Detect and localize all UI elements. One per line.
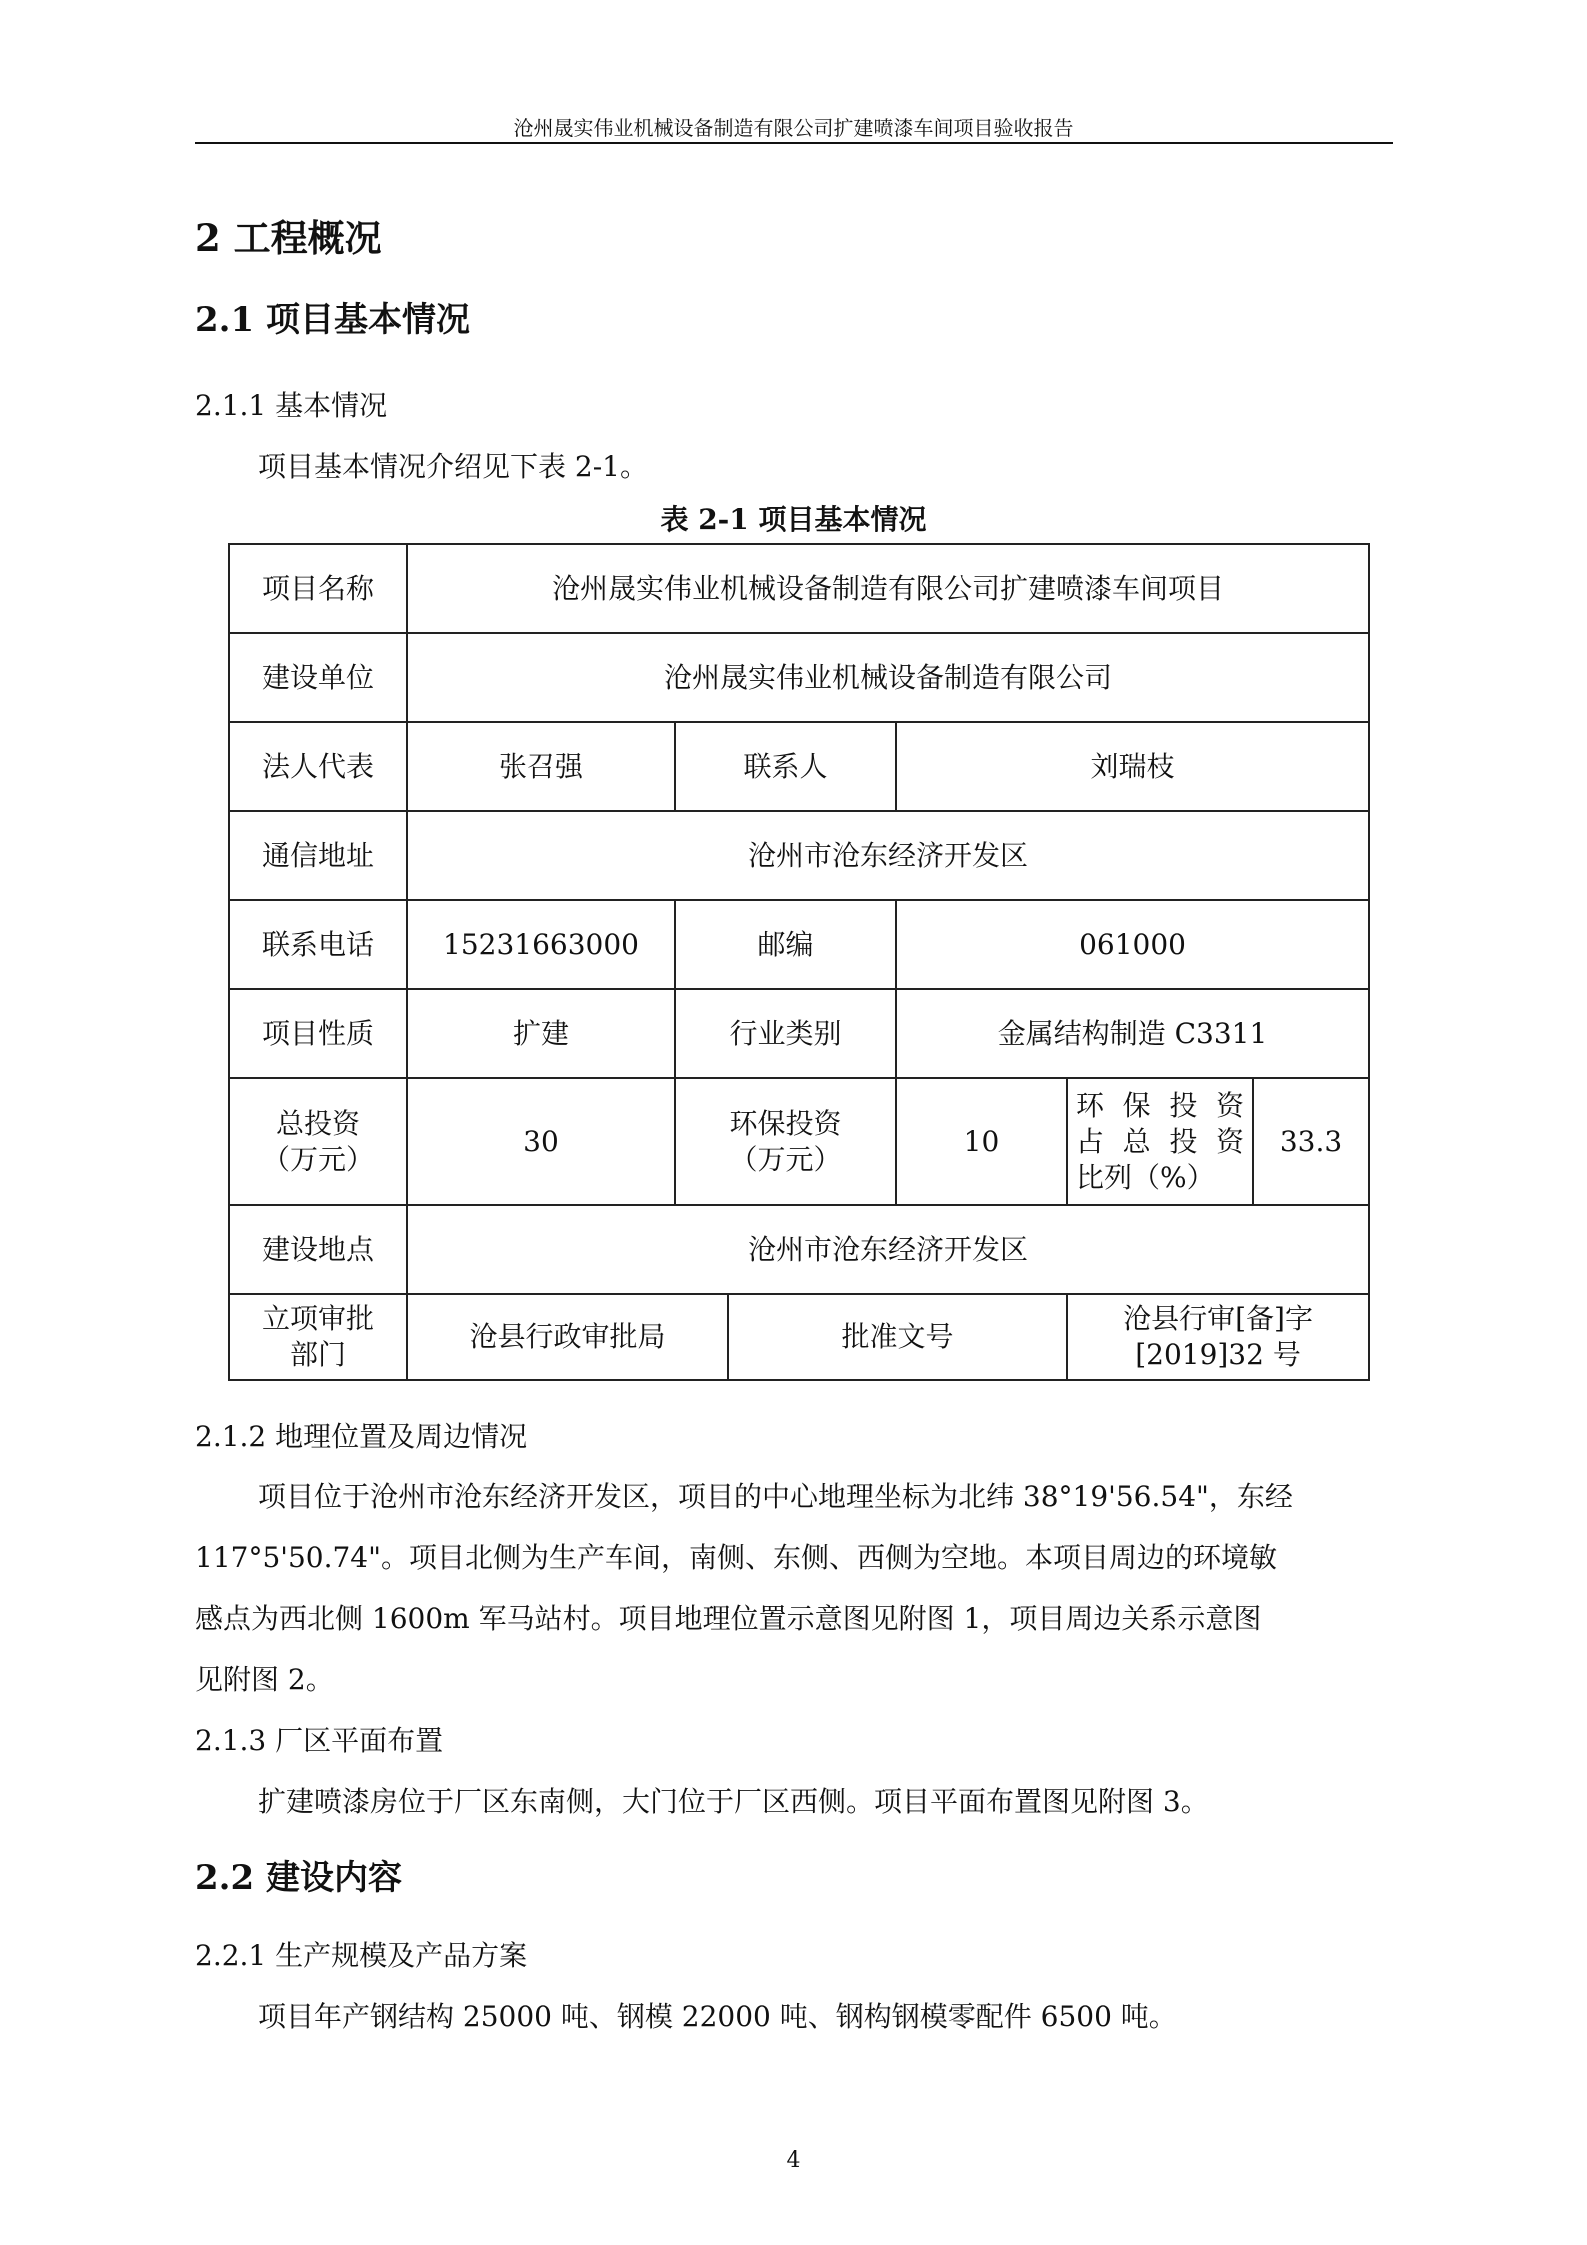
table-cell-label: 联系电话 bbox=[229, 900, 407, 989]
table-cell-value: 30 bbox=[407, 1078, 675, 1205]
table-row bbox=[229, 544, 1369, 633]
table-cell-value: 沧县行政审批局 bbox=[407, 1294, 728, 1380]
approval-doc-line2: [2019]32 号 bbox=[1135, 1338, 1301, 1371]
location-paragraph-line3: 感点为西北侧 1600m 军马站村。项目地理位置示意图见附图 1，项目周边关系示意图 bbox=[195, 1602, 1262, 1635]
location-paragraph-line1: 项目位于沧州市沧东经济开发区，项目的中心地理坐标为北纬 38°19'56.54"，东经 bbox=[258, 1480, 1293, 1513]
table-row bbox=[229, 811, 1369, 900]
env-invest-label-line1: 环保投资 bbox=[729, 1106, 842, 1140]
approval-dept-label-line1: 立项审批 bbox=[261, 1302, 374, 1335]
table-row bbox=[229, 722, 1369, 811]
page-header-title: 沧州晟实伟业机械设备制造有限公司扩建喷漆车间项目验收报告 bbox=[513, 116, 1074, 140]
section-2-1-heading: 2.1 项目基本情况 bbox=[195, 300, 470, 340]
table-row bbox=[229, 900, 1369, 989]
table-cell-value: 10 bbox=[896, 1078, 1067, 1205]
ratio-label-line2: 占总投资 bbox=[1076, 1124, 1244, 1158]
total-invest-label-line2: （万元） bbox=[261, 1142, 374, 1176]
section-2-2-1-heading: 2.2.1 生产规模及产品方案 bbox=[195, 1939, 528, 1972]
table-row bbox=[229, 633, 1369, 722]
table-caption: 表 2-1 项目基本情况 bbox=[660, 503, 927, 536]
header-divider bbox=[195, 142, 1393, 144]
location-paragraph-line4: 见附图 2。 bbox=[195, 1663, 334, 1696]
table-cell-label: 法人代表 bbox=[229, 722, 407, 811]
approval-doc-line1: 沧县行审[备]字 bbox=[1123, 1302, 1313, 1335]
table-cell-value: 33.3 bbox=[1253, 1078, 1369, 1205]
section-2-1-1-heading: 2.1.1 基本情况 bbox=[195, 389, 388, 422]
table-cell-value: 扩建 bbox=[407, 989, 675, 1078]
section-2-1-3-heading: 2.1.3 厂区平面布置 bbox=[195, 1724, 444, 1757]
project-info-table bbox=[228, 543, 1370, 1381]
total-invest-label-line1: 总投资 bbox=[275, 1106, 360, 1140]
table-cell-label: 项目名称 bbox=[229, 544, 407, 633]
table-cell-value: 张召强 bbox=[407, 722, 675, 811]
table-cell-label: 建设地点 bbox=[229, 1205, 407, 1294]
table-row bbox=[229, 1078, 1369, 1205]
approval-dept-label-line2: 部门 bbox=[289, 1338, 346, 1371]
table-row bbox=[229, 1205, 1369, 1294]
table-cell-value: 061000 bbox=[896, 900, 1369, 989]
table-cell-value: 沧州市沧东经济开发区 bbox=[407, 811, 1369, 900]
ratio-label-line1: 环保投资 bbox=[1076, 1088, 1244, 1122]
table-cell-value: 金属结构制造 C3311 bbox=[896, 989, 1369, 1078]
table-cell-label: 邮编 bbox=[675, 900, 896, 989]
table-row bbox=[229, 989, 1369, 1078]
table-cell-label: 行业类别 bbox=[675, 989, 896, 1078]
table-cell-label bbox=[675, 1078, 896, 1205]
ratio-label-line3: 比列（%） bbox=[1076, 1160, 1215, 1194]
table-cell-label: 批准文号 bbox=[728, 1294, 1067, 1380]
table-cell-value: 沧州市沧东经济开发区 bbox=[407, 1205, 1369, 1294]
page-number: 4 bbox=[786, 2148, 801, 2173]
table-cell-value: 沧州晟实伟业机械设备制造有限公司 bbox=[407, 633, 1369, 722]
table-cell-label bbox=[229, 1078, 407, 1205]
table-cell-label: 通信地址 bbox=[229, 811, 407, 900]
table-row bbox=[229, 1294, 1369, 1380]
table-cell-label: 建设单位 bbox=[229, 633, 407, 722]
table-cell-label: 项目性质 bbox=[229, 989, 407, 1078]
table-intro-text: 项目基本情况介绍见下表 2-1。 bbox=[258, 450, 648, 483]
location-paragraph-line2: 117°5'50.74"。项目北侧为生产车间，南侧、东侧、西侧为空地。本项目周边的环境敏 bbox=[195, 1541, 1277, 1574]
table-cell-value bbox=[1067, 1294, 1369, 1380]
layout-paragraph: 扩建喷漆房位于厂区东南侧，大门位于厂区西侧。项目平面布置图见附图 3。 bbox=[258, 1785, 1209, 1818]
env-invest-label-line2: （万元） bbox=[729, 1142, 842, 1176]
section-2-heading: 2 工程概况 bbox=[195, 216, 382, 260]
table-cell-label: 联系人 bbox=[675, 722, 896, 811]
table-cell-label bbox=[1067, 1078, 1253, 1205]
table-cell-value: 15231663000 bbox=[407, 900, 675, 989]
production-paragraph: 项目年产钢结构 25000 吨、钢模 22000 吨、钢构钢模零配件 6500 吨。 bbox=[258, 2000, 1177, 2033]
section-2-2-heading: 2.2 建设内容 bbox=[195, 1858, 402, 1898]
table-cell-value: 沧州晟实伟业机械设备制造有限公司扩建喷漆车间项目 bbox=[407, 544, 1369, 633]
table-cell-label bbox=[229, 1294, 407, 1380]
table-cell-value: 刘瑞枝 bbox=[896, 722, 1369, 811]
section-2-1-2-heading: 2.1.2 地理位置及周边情况 bbox=[195, 1420, 528, 1453]
